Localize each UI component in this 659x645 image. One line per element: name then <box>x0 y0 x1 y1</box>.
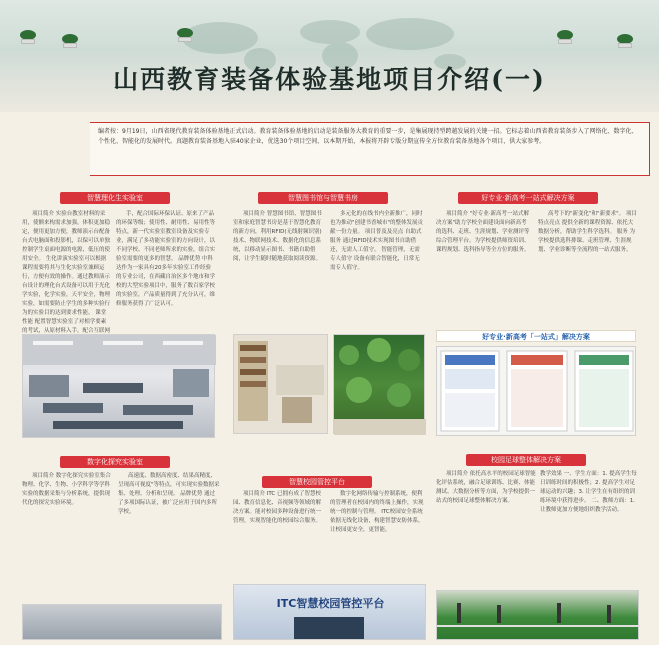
library-photo-green-wall <box>333 334 425 434</box>
digital-lab-photo <box>22 604 222 640</box>
gaokao-text-col1: 项目简介 "好专业·新高考一站式解决方案"助力学校全面建设面向新高考的选科、走班、生涯规划、学业测评等综合管理平台。为学校提供师资培训、课程规划、选科指导等全方位的服务。 <box>436 211 530 253</box>
itc-screen <box>294 617 364 639</box>
lab-photo <box>22 334 215 438</box>
section-title-gaokao: 好专业·新高考一站式解决方案 <box>458 192 598 204</box>
plant-icon <box>615 34 635 48</box>
campus-text-col2: 数字化网络传输与控制系统，便利的管理者在校园内的终端上操作，实现统一的控制与管理。 ITC校园安全系统依据无线化设备，构建智慧安防体系，让校园更安全，更智能。 <box>330 491 424 533</box>
section-title-digital: 数字化探究实验室 <box>60 456 170 468</box>
itc-photo <box>233 584 426 640</box>
gaokao-text-col2: 高考下的"新变化"和"新要求"。 项目特点亮点 提供全新的课程资源、依托大数据分析，帮助学生科学选科。 服务 为学校提供选科排课、走班管理、生涯规划、学业诊断等全流程的一站式服务。 <box>538 211 637 253</box>
plant-icon <box>60 34 80 48</box>
gaokao-banner <box>436 330 636 342</box>
itc-banner-text: ITC智慧校园管控平台 <box>276 597 385 610</box>
library-text-col2: 多元化的在线书内全新推广，同时也为推动"创建书香城市"的整体发展贡献一份力量。 项目普及及亮点 自助式服务 通过RFID技术实现图书自助借还，无需人工值守。 智能管理，无需专人值守 设备有联合智能化，日常无需专人值守。 <box>330 211 424 271</box>
section-title-lab: 智慧理化生实验室 <box>60 192 170 204</box>
section-title-library: 智慧图书馆与智慧书房 <box>258 192 388 204</box>
library-text-col1: 项目简介 智慧图书馆、智慧图书室和家庭智慧书房是基于智慧化教育的新方向，利用RFID(无线射频识别)技术、物联网技术、数据化的信息系统，以移动显示图书、书籍自助借阅，让学生随时随地获取阅读资源。 <box>233 211 322 262</box>
sports-text-col1: 项目简介 依托高水平的校园足球智能化评估系统，融合足球训练、比赛、体能测试、大数据分析等方面，为学校提供一站式的校园足球整体解决方案。 <box>436 471 536 504</box>
gaokao-banner-text: 好专业·新高考「一站式」解决方案 <box>482 333 590 341</box>
page-title: 山西教育装备体验基地项目介绍(一) <box>113 65 546 94</box>
lab-text-col2: 手，配合国际环保认证、原来了产品的环保等级；使用性、耐用性、易用性等特点，新一代实验室教室设备及实验专业，满足了多功能实验室的方向设计，以不同学校、不同老师所求的实验，组合实验室需要的更多的智慧。 品牌优势 中科达作为一家具有20多年实验室工作经验的专业公司，在西藏自治区多个地市和学校的大型实验项目中，服务了数百家学校的实验室，产品质量得到了充分认可，维修服务获得了广泛认可。 <box>116 211 216 307</box>
football-field-photo <box>436 590 639 640</box>
library-photo-shelves <box>233 334 328 434</box>
section-title-campus: 智慧校园管控平台 <box>262 476 372 488</box>
page-header <box>0 0 659 112</box>
section-title-sports: 校园足球整体解决方案 <box>466 454 586 466</box>
lab-text-col1: 项目简介 实验台教室材料的采用，使额来构需求加强，体积更加稳定，便用更加方便，教师演示台配备台式电脑面和投影机，以保可以单独控制学生桌面电源的电源，低压的使用安全。 生化讲演实验室可以根据课程需要将其与生化实验室兼顾运行，方便有效的操作。通过教师演示台设计的理化台式设备可以用于光化学实验，化学实验，天平安全，物理实验，如需要防止学生的多种实验行为的实验目的达到要求性能。 课堂性能 配置智慧实验室了对相学要素的考试，从原材料入手，配合互联网 <box>22 211 111 334</box>
sports-text-col2: 教学效果 一、学生方面：1. 提高学生每日训练时间的积极性；2. 提高学生对足球运动的兴趣；3. 让学生在有组织的训练环境中获得进步。 二、教师方面：1. 让教师更加方便地组织教学活动。 <box>540 471 637 513</box>
digital-text-col2: 高速度、数据高密度、结果高精度、呈现高可视度"等特点，可实现实验数据采集、处理、分析和呈现。 品牌优势 通过了多项国际认证，被广泛应用于国内多所学校。 <box>118 473 220 515</box>
campus-text-col1: 项目简介 ITC 已拥有成了智慧校园、教育信息化、音视频等领域的解决方案。能对校园多种设备进行统一管理，实现智能化的校园综合服务。 <box>233 491 322 524</box>
gaokao-screenshot <box>436 346 636 436</box>
digital-text-col1: 项目简介 数字化探究实验室集合物理、化学、生物、小学科学等学科实验的数据采集与分析系统，提供现代化的探究实验环境。 <box>22 473 111 506</box>
plant-icon <box>555 30 575 44</box>
plant-icon <box>18 30 38 44</box>
plant-icon <box>175 28 195 42</box>
editor-note: 编者按：9月19日，山西省现代教育装备体验基地正式启动。教育装备体验基地的启动是装备服务大教育的重要一步，是集展现持型跨越发展的关键一招。它标志着山西省教育装备步入了网络化、数字化、个性化、智能化的发展时代。真题教育装备基地入驻40家企业，优选30个项目空间，以本期开始，本报将开辟专版分期宣传全方位教育装备基地各个项目，供大家参考。 <box>90 122 650 176</box>
